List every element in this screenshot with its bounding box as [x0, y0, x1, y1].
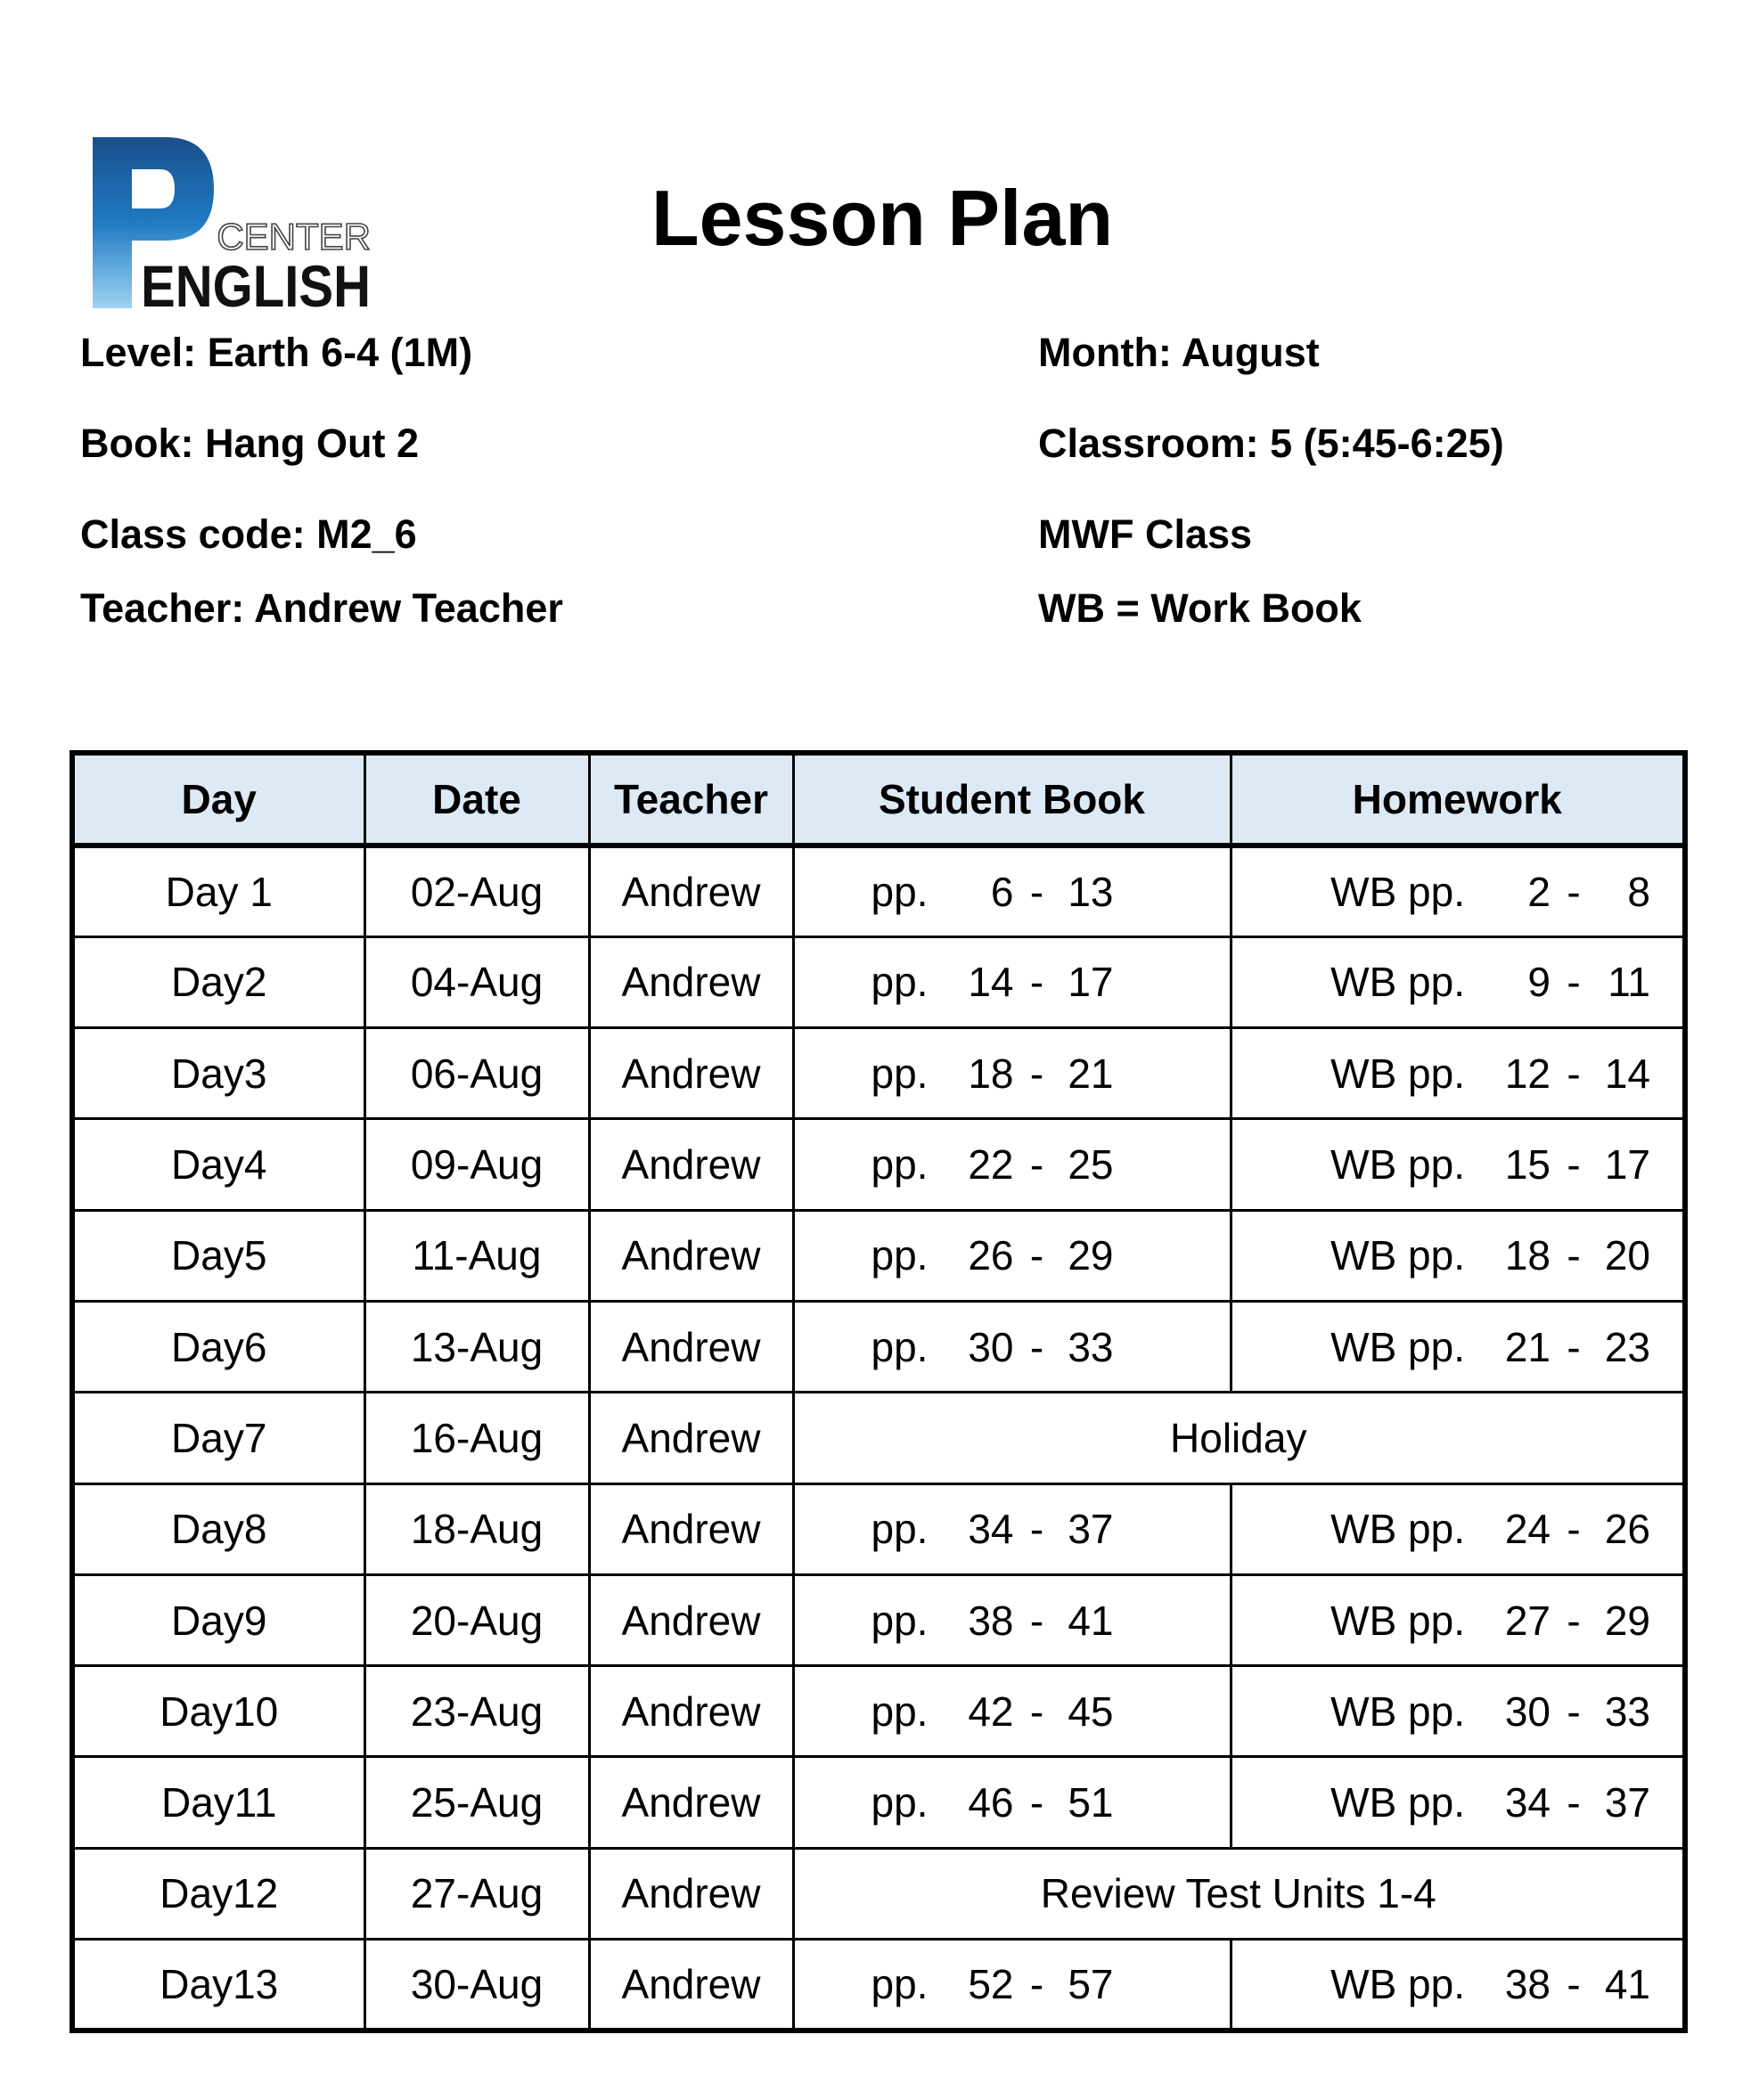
- hw-to: 37: [1604, 1779, 1650, 1826]
- table-row: [72, 1666, 1685, 1757]
- sb-to: 13: [1068, 868, 1114, 915]
- sb-prefix: pp.: [871, 959, 929, 1006]
- sb-from: 26: [968, 1232, 1014, 1279]
- teacher-cell: Andrew: [589, 1574, 793, 1665]
- day-cell: Day8: [72, 1483, 364, 1574]
- day-cell: Day13: [72, 1940, 364, 2031]
- sb-dash: -: [1029, 1506, 1044, 1553]
- hw-from: 9: [1527, 959, 1551, 1006]
- hw-to: 26: [1604, 1506, 1650, 1553]
- homework-cell: [1231, 1119, 1685, 1210]
- sb-prefix: pp.: [871, 1506, 929, 1553]
- hw-to: 41: [1604, 1961, 1650, 2008]
- sb-dash: -: [1029, 1687, 1044, 1735]
- sb-from: 30: [968, 1323, 1014, 1370]
- hw-dash: -: [1567, 1961, 1581, 2008]
- hw-to: 23: [1604, 1323, 1650, 1370]
- teacher-info: Teacher: Andrew Teacher: [80, 585, 563, 631]
- date-cell: 09-Aug: [364, 1119, 589, 1210]
- hw-prefix: WB pp.: [1330, 1961, 1465, 2008]
- class-code-info: Class code: M2_6: [80, 511, 417, 557]
- sb-from: 52: [968, 1961, 1014, 2008]
- sb-to: 21: [1068, 1050, 1114, 1097]
- teacher-cell: Andrew: [589, 1483, 793, 1574]
- table-row: [72, 1757, 1685, 1848]
- sb-dash: -: [1029, 1961, 1044, 2008]
- sb-prefix: pp.: [871, 1961, 929, 2008]
- student-book-cell: [793, 1119, 1231, 1210]
- sb-to: 41: [1068, 1597, 1114, 1644]
- day-cell: Day12: [72, 1848, 364, 1939]
- teacher-cell: Andrew: [589, 1210, 793, 1301]
- sb-from: 38: [968, 1597, 1014, 1644]
- hw-from: 30: [1504, 1687, 1551, 1735]
- homework-cell: [1231, 846, 1685, 936]
- student-book-cell: [793, 1483, 1231, 1574]
- header-date: Date: [364, 753, 589, 846]
- sb-to: 51: [1068, 1779, 1114, 1826]
- sb-from: 6: [990, 868, 1014, 915]
- hw-dash: -: [1567, 1506, 1581, 1553]
- hw-from: 38: [1504, 1961, 1551, 2008]
- sb-dash: -: [1029, 1050, 1044, 1097]
- homework-cell: [1231, 1940, 1685, 2031]
- hw-from: 27: [1504, 1597, 1551, 1644]
- homework-cell: [1231, 936, 1685, 1027]
- hw-prefix: WB pp.: [1330, 1597, 1465, 1644]
- hw-prefix: WB pp.: [1330, 1050, 1465, 1097]
- sb-from: 34: [968, 1506, 1014, 1553]
- table-row: [72, 936, 1685, 1027]
- table-row: [72, 1210, 1685, 1301]
- hw-prefix: WB pp.: [1330, 1506, 1465, 1553]
- sb-from: 14: [968, 959, 1014, 1006]
- hw-to: 14: [1604, 1050, 1650, 1097]
- day-cell: Day 1: [72, 846, 364, 936]
- homework-cell: [1231, 1574, 1685, 1665]
- teacher-cell: Andrew: [589, 1848, 793, 1939]
- sb-dash: -: [1029, 1141, 1044, 1189]
- teacher-cell: Andrew: [589, 1119, 793, 1210]
- month-info: Month: August: [1038, 330, 1320, 375]
- student-book-cell: [793, 1940, 1231, 2031]
- hw-from: 24: [1504, 1506, 1551, 1553]
- hw-from: 2: [1527, 868, 1551, 915]
- date-cell: 30-Aug: [364, 1940, 589, 2031]
- date-cell: 06-Aug: [364, 1028, 589, 1119]
- student-book-cell: [793, 936, 1231, 1027]
- svg-text:ENGLISH: ENGLISH: [141, 253, 371, 319]
- student-book-cell: [793, 1028, 1231, 1119]
- homework-cell: [1231, 1757, 1685, 1848]
- sb-prefix: pp.: [871, 1232, 929, 1279]
- workbook-note: WB = Work Book: [1038, 585, 1362, 631]
- teacher-cell: Andrew: [589, 846, 793, 936]
- hw-to: 11: [1608, 959, 1650, 1006]
- hw-from: 15: [1504, 1141, 1551, 1189]
- date-cell: 27-Aug: [364, 1848, 589, 1939]
- date-cell: 11-Aug: [364, 1210, 589, 1301]
- table-row: [72, 1848, 1685, 1939]
- sb-prefix: pp.: [871, 1779, 929, 1826]
- teacher-cell: Andrew: [589, 1940, 793, 2031]
- sb-prefix: pp.: [871, 1323, 929, 1370]
- hw-from: 12: [1504, 1050, 1551, 1097]
- sb-dash: -: [1029, 959, 1044, 1006]
- hw-prefix: WB pp.: [1330, 1141, 1465, 1189]
- day-cell: Day9: [72, 1574, 364, 1665]
- header-day: Day: [72, 753, 364, 846]
- day-cell: Day7: [72, 1393, 364, 1483]
- merged-note-cell: Holiday: [793, 1393, 1685, 1483]
- sb-from: 46: [968, 1779, 1014, 1826]
- sb-dash: -: [1029, 1323, 1044, 1370]
- schedule-info: MWF Class: [1038, 511, 1253, 557]
- svg-text:CENTER: CENTER: [217, 216, 371, 257]
- student-book-cell: [793, 1757, 1231, 1848]
- sb-to: 57: [1068, 1961, 1114, 2008]
- hw-dash: -: [1567, 1687, 1581, 1735]
- table-row: [72, 1483, 1685, 1574]
- table-row: [72, 1119, 1685, 1210]
- day-cell: Day2: [72, 936, 364, 1027]
- classroom-info: Classroom: 5 (5:45-6:25): [1038, 421, 1504, 466]
- teacher-cell: Andrew: [589, 1301, 793, 1392]
- date-cell: 18-Aug: [364, 1483, 589, 1574]
- date-cell: 20-Aug: [364, 1574, 589, 1665]
- sb-from: 18: [968, 1050, 1014, 1097]
- homework-cell: [1231, 1210, 1685, 1301]
- hw-dash: -: [1567, 959, 1581, 1006]
- student-book-cell: [793, 846, 1231, 936]
- sb-prefix: pp.: [871, 868, 929, 915]
- table-row: [72, 1301, 1685, 1392]
- day-cell: Day5: [72, 1210, 364, 1301]
- sb-prefix: pp.: [871, 1687, 929, 1735]
- sb-to: 25: [1068, 1141, 1114, 1189]
- table-row: [72, 1940, 1685, 2031]
- date-cell: 16-Aug: [364, 1393, 589, 1483]
- date-cell: 02-Aug: [364, 846, 589, 936]
- merged-note-cell: Review Test Units 1-4: [793, 1848, 1685, 1939]
- hw-from: 34: [1504, 1779, 1551, 1826]
- student-book-cell: [793, 1210, 1231, 1301]
- hw-prefix: WB pp.: [1330, 1232, 1465, 1279]
- date-cell: 23-Aug: [364, 1666, 589, 1757]
- hw-dash: -: [1567, 1141, 1581, 1189]
- day-cell: Day6: [72, 1301, 364, 1392]
- hw-to: 8: [1627, 868, 1650, 915]
- hw-to: 20: [1604, 1232, 1650, 1279]
- sb-to: 29: [1068, 1232, 1114, 1279]
- teacher-cell: Andrew: [589, 936, 793, 1027]
- student-book-cell: [793, 1666, 1231, 1757]
- hw-prefix: WB pp.: [1330, 959, 1465, 1006]
- teacher-cell: Andrew: [589, 1028, 793, 1119]
- sb-to: 33: [1068, 1323, 1114, 1370]
- homework-cell: [1231, 1028, 1685, 1119]
- level-info: Level: Earth 6-4 (1M): [80, 330, 473, 375]
- hw-dash: -: [1567, 868, 1581, 915]
- date-cell: 04-Aug: [364, 936, 589, 1027]
- english-center-logo: [89, 134, 374, 319]
- day-cell: Day11: [72, 1757, 364, 1848]
- sb-to: 17: [1068, 959, 1114, 1006]
- hw-dash: -: [1567, 1050, 1581, 1097]
- hw-to: 17: [1604, 1141, 1650, 1189]
- sb-prefix: pp.: [871, 1141, 929, 1189]
- teacher-cell: Andrew: [589, 1666, 793, 1757]
- header-teacher: Teacher: [589, 753, 793, 846]
- day-cell: Day4: [72, 1119, 364, 1210]
- hw-to: 29: [1604, 1597, 1650, 1644]
- homework-cell: [1231, 1301, 1685, 1392]
- hw-prefix: WB pp.: [1330, 868, 1465, 915]
- homework-cell: [1231, 1483, 1685, 1574]
- hw-from: 18: [1504, 1232, 1551, 1279]
- hw-prefix: WB pp.: [1330, 1687, 1465, 1735]
- hw-to: 33: [1604, 1687, 1650, 1735]
- header-student-book: Student Book: [793, 753, 1231, 846]
- table-row: [72, 1574, 1685, 1665]
- hw-dash: -: [1567, 1232, 1581, 1279]
- hw-from: 21: [1504, 1323, 1551, 1370]
- hw-dash: -: [1567, 1323, 1581, 1370]
- table-row: [72, 846, 1685, 936]
- sb-to: 45: [1068, 1687, 1114, 1735]
- date-cell: 13-Aug: [364, 1301, 589, 1392]
- day-cell: Day10: [72, 1666, 364, 1757]
- hw-prefix: WB pp.: [1330, 1323, 1465, 1370]
- lesson-plan-table: [70, 750, 1688, 2033]
- hw-dash: -: [1567, 1779, 1581, 1826]
- student-book-cell: [793, 1301, 1231, 1392]
- sb-dash: -: [1029, 868, 1044, 915]
- sb-from: 42: [968, 1687, 1014, 1735]
- day-cell: Day3: [72, 1028, 364, 1119]
- header-homework: Homework: [1231, 753, 1685, 846]
- page-title: Lesson Plan: [650, 174, 1114, 262]
- table-header-row: [72, 753, 1685, 846]
- hw-dash: -: [1567, 1597, 1581, 1644]
- sb-from: 22: [968, 1141, 1014, 1189]
- sb-to: 37: [1068, 1506, 1114, 1553]
- book-info: Book: Hang Out 2: [80, 421, 420, 466]
- teacher-cell: Andrew: [589, 1757, 793, 1848]
- hw-prefix: WB pp.: [1330, 1779, 1465, 1826]
- sb-dash: -: [1029, 1779, 1044, 1826]
- table-row: [72, 1393, 1685, 1483]
- sb-prefix: pp.: [871, 1050, 929, 1097]
- table-row: [72, 1028, 1685, 1119]
- homework-cell: [1231, 1666, 1685, 1757]
- student-book-cell: [793, 1574, 1231, 1665]
- sb-dash: -: [1029, 1232, 1044, 1279]
- sb-prefix: pp.: [871, 1597, 929, 1644]
- date-cell: 25-Aug: [364, 1757, 589, 1848]
- sb-dash: -: [1029, 1597, 1044, 1644]
- teacher-cell: Andrew: [589, 1393, 793, 1483]
